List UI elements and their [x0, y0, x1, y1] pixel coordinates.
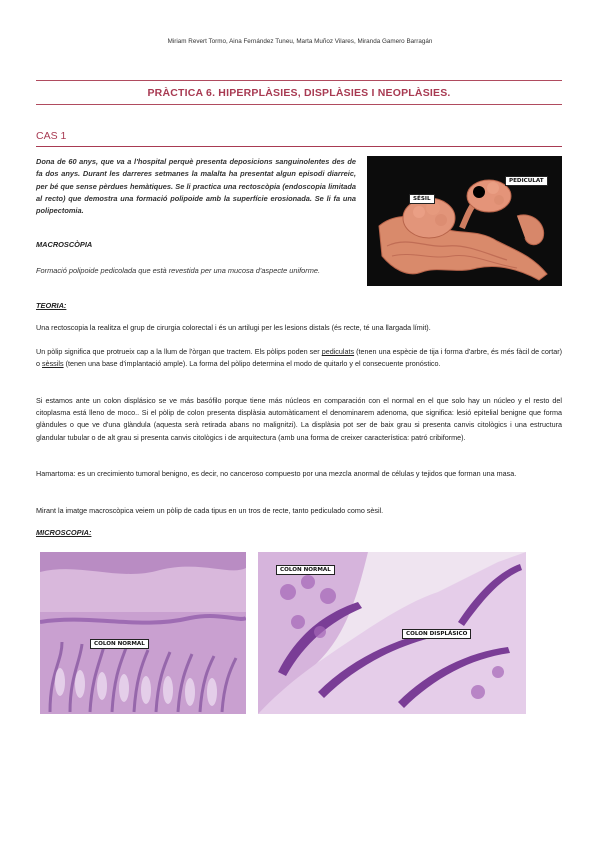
- dysplastic-colon-label: COLON DISPLÁSICO: [402, 629, 471, 639]
- theory-paragraph-dysplasia: Si estamos ante un colon displásico se ve más basófilo porque tiene más núcleos en comparación con el normal en el que solo hay un núcleo y el resto del citoplasma está lleno de moco.. Si el pòlip de colon presenta displàsia automàticament el denominarem adenoma, que significa: lesió epitelial benigne que forma glàndules o que ve d'una glàndula (aquesta serà retirada abans no malignitzi). La displàsia pot ser de baix grau si presenta canvis citològics i una estructura glandular tubular o de alt grau si presenta canvis citològics i de arquitectura (amb una forma de creixer característica: patró cribiforme).: [36, 396, 562, 442]
- theory-paragraph-rectoscopy: Una rectoscopia la realitza el grup de cirurgia colorectal i és un artilugi per les lesions distals (és recte, té una llargada límit).: [36, 323, 431, 332]
- microscopy-heading: MICROSCOPIA:: [36, 528, 92, 537]
- sessils-term: sèssils: [42, 359, 64, 369]
- macroscopy-text: Formació polipoide pedicolada que està revestida per una mucosa d'aspecte uniforme.: [36, 266, 321, 275]
- polyp-text-b: (tenen una espècie de tija i forma d'arbre, és més fàcil de cortar) o: [36, 347, 562, 369]
- case-rule: [36, 146, 562, 147]
- macroscopy-heading: MACROSCÒPIA: [36, 240, 93, 249]
- case-intro: Dona de 60 anys, que va a l'hospital perquè presenta deposicions sanguinolentes des de fa dos anys. Durant les darreres setmanes la malalta ha presentat algun episodi diarreic, per bé que sense pèrdues hemàtiques. Se li practica una rectoscòpia (endoscopia limitada al recto) que demostra una formació polipoide amb la superfície erosionada. Se li fa una polipectomia.: [36, 157, 356, 216]
- theory-paragraph-hamartoma: Hamartoma: es un crecimiento tumoral benigno, es decir, no canceroso compuesto por una mezcla anormal de células y tejidos que forman una masa.: [36, 469, 517, 478]
- title-rule-top: [36, 80, 562, 81]
- polyp-text-c: (tenen una base d'implantació ample). La forma del pòlipo determina el modo de quitarlo y el consecuente pronóstico.: [63, 359, 441, 369]
- right-normal-colon-label: COLON NORMAL: [276, 565, 335, 575]
- micrograph-normal-colon: [40, 552, 246, 714]
- title-rule-bottom: [36, 104, 562, 105]
- macroscopy-photo: [367, 156, 562, 286]
- pediculats-term: pediculats: [321, 347, 355, 356]
- pediculat-label: PEDICULAT: [505, 176, 548, 186]
- page-title: PRÀCTICA 6. HIPERPLÀSIES, DISPLÀSIES I NEOPLÀSIES.: [147, 87, 451, 99]
- case-heading: CAS 1: [36, 130, 67, 142]
- sessil-label: SÉSIL: [409, 194, 435, 204]
- micrograph-dysplastic-colon: [258, 552, 526, 714]
- polyp-text-a: Un pòlip significa que protrueix cap a la llum de l'òrgan que tractem. Els pòlips poden ser: [36, 347, 322, 356]
- theory-paragraph-polyp: [36, 346, 562, 370]
- theory-paragraph-image: Mirant la imatge macroscòpica veiem un pòlip de cada tipus en un tros de recte, tanto pediculado como sèsil.: [36, 506, 384, 515]
- theory-heading: TEORIA:: [36, 301, 67, 310]
- dysplastic-colon-histology: [258, 552, 526, 714]
- authors-line: Miriam Revert Tormo, Aina Fernández Tuneu, Marta Muñoz Vilares, Miranda Gamero Barragán: [167, 38, 433, 45]
- left-normal-colon-label: COLON NORMAL: [90, 639, 149, 649]
- normal-colon-histology: [40, 552, 246, 714]
